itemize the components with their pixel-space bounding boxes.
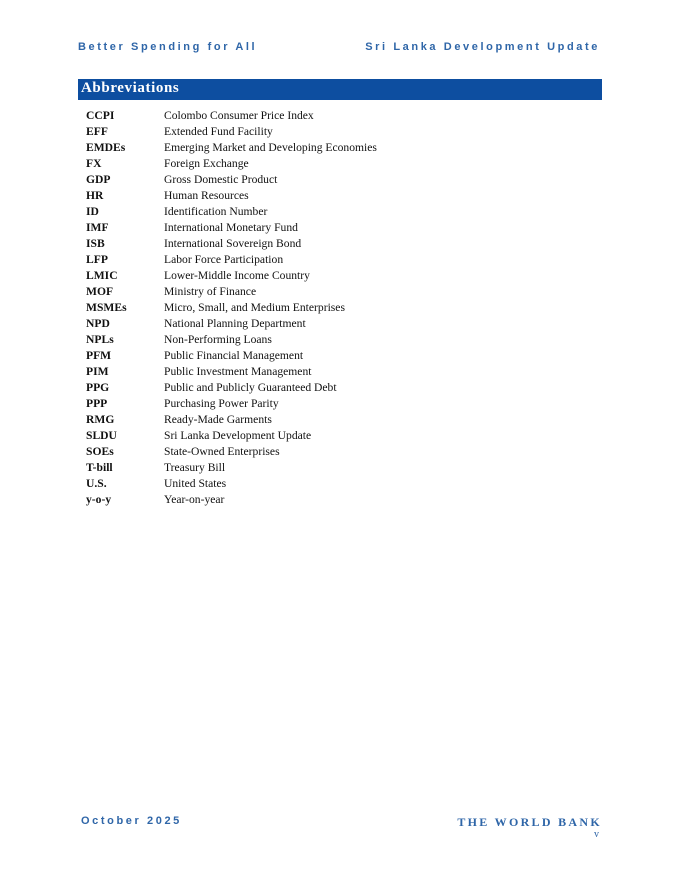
abbreviation-term: ID [86, 205, 99, 218]
abbreviation-definition: Foreign Exchange [164, 157, 249, 170]
abbreviation-row [86, 172, 377, 188]
abbreviation-row [86, 380, 377, 396]
abbreviation-row [86, 204, 377, 220]
abbreviation-row [86, 236, 377, 252]
running-header-left: Better Spending for All [78, 41, 258, 53]
abbreviation-row [86, 300, 377, 316]
abbreviation-definition: Purchasing Power Parity [164, 397, 279, 410]
abbreviation-row [86, 156, 377, 172]
page-number: v [594, 829, 599, 840]
abbreviation-term: T-bill [86, 461, 113, 474]
abbreviation-term: LFP [86, 253, 108, 266]
abbreviation-definition: International Monetary Fund [164, 221, 298, 234]
abbreviation-row [86, 428, 377, 444]
abbreviation-row [86, 284, 377, 300]
abbreviation-term: SOEs [86, 445, 114, 458]
abbreviation-term: GDP [86, 173, 111, 186]
abbreviation-term: PIM [86, 365, 109, 378]
abbreviation-term: SLDU [86, 429, 117, 442]
abbreviation-row [86, 476, 377, 492]
abbreviation-list [86, 108, 377, 508]
abbreviation-definition: National Planning Department [164, 317, 306, 330]
abbreviation-term: RMG [86, 413, 115, 426]
section-title-bar [78, 79, 602, 100]
abbreviation-definition: Treasury Bill [164, 461, 226, 474]
abbreviation-definition: Non-Performing Loans [164, 333, 272, 346]
section-title: Abbreviations [81, 80, 180, 96]
abbreviation-definition: State-Owned Enterprises [164, 445, 280, 458]
abbreviation-row [86, 108, 377, 124]
abbreviation-row [86, 124, 377, 140]
abbreviation-term: PPG [86, 381, 110, 394]
footer-date: October 2025 [81, 815, 182, 827]
abbreviation-definition: International Sovereign Bond [164, 237, 302, 250]
abbreviation-term: MSMEs [86, 301, 127, 314]
abbreviation-definition: Identification Number [164, 205, 268, 218]
abbreviation-term: FX [86, 157, 102, 170]
abbreviation-row [86, 364, 377, 380]
abbreviation-term: y-o-y [86, 493, 112, 506]
abbreviation-definition: Public and Publicly Guaranteed Debt [164, 381, 337, 394]
abbreviation-row [86, 252, 377, 268]
abbreviation-term: U.S. [86, 477, 107, 490]
running-header-right: Sri Lanka Development Update [365, 41, 600, 53]
abbreviation-definition: Lower-Middle Income Country [164, 269, 310, 282]
footer-organization: THE WORLD BANK [457, 815, 602, 829]
abbreviation-term: EMDEs [86, 141, 126, 154]
abbreviation-row [86, 396, 377, 412]
abbreviation-term: PPP [86, 397, 108, 410]
abbreviation-term: NPD [86, 317, 110, 330]
abbreviation-term: EFF [86, 125, 108, 138]
abbreviation-term: IMF [86, 221, 109, 234]
abbreviation-definition: Micro, Small, and Medium Enterprises [164, 301, 345, 314]
abbreviation-row [86, 332, 377, 348]
abbreviation-definition: Public Financial Management [164, 349, 304, 362]
abbreviation-row [86, 316, 377, 332]
abbreviation-row [86, 220, 377, 236]
abbreviation-term: NPLs [86, 333, 114, 346]
abbreviation-term: MOF [86, 285, 114, 298]
abbreviation-row [86, 188, 377, 204]
abbreviation-definition: Colombo Consumer Price Index [164, 109, 314, 122]
abbreviation-term: HR [86, 189, 104, 202]
abbreviation-row [86, 268, 377, 284]
abbreviation-definition: Sri Lanka Development Update [164, 429, 312, 442]
abbreviation-definition: Ready-Made Garments [164, 413, 272, 426]
abbreviation-term: LMIC [86, 269, 118, 282]
abbreviation-row [86, 412, 377, 428]
abbreviation-definition: Extended Fund Facility [164, 125, 273, 138]
abbreviation-row [86, 140, 377, 156]
abbreviation-definition: Public Investment Management [164, 365, 312, 378]
abbreviation-definition: Emerging Market and Developing Economies [164, 141, 377, 154]
abbreviation-definition: Gross Domestic Product [164, 173, 278, 186]
abbreviation-definition: Ministry of Finance [164, 285, 257, 298]
abbreviation-row [86, 492, 377, 508]
abbreviation-row [86, 460, 377, 476]
abbreviation-term: PFM [86, 349, 112, 362]
abbreviation-term: CCPI [86, 109, 115, 122]
abbreviation-definition: Year-on-year [164, 493, 225, 506]
abbreviation-term: ISB [86, 237, 105, 250]
abbreviation-definition: Labor Force Participation [164, 253, 284, 266]
abbreviation-row [86, 444, 377, 460]
abbreviation-definition: United States [164, 477, 227, 490]
abbreviation-definition: Human Resources [164, 189, 249, 202]
abbreviation-row [86, 348, 377, 364]
